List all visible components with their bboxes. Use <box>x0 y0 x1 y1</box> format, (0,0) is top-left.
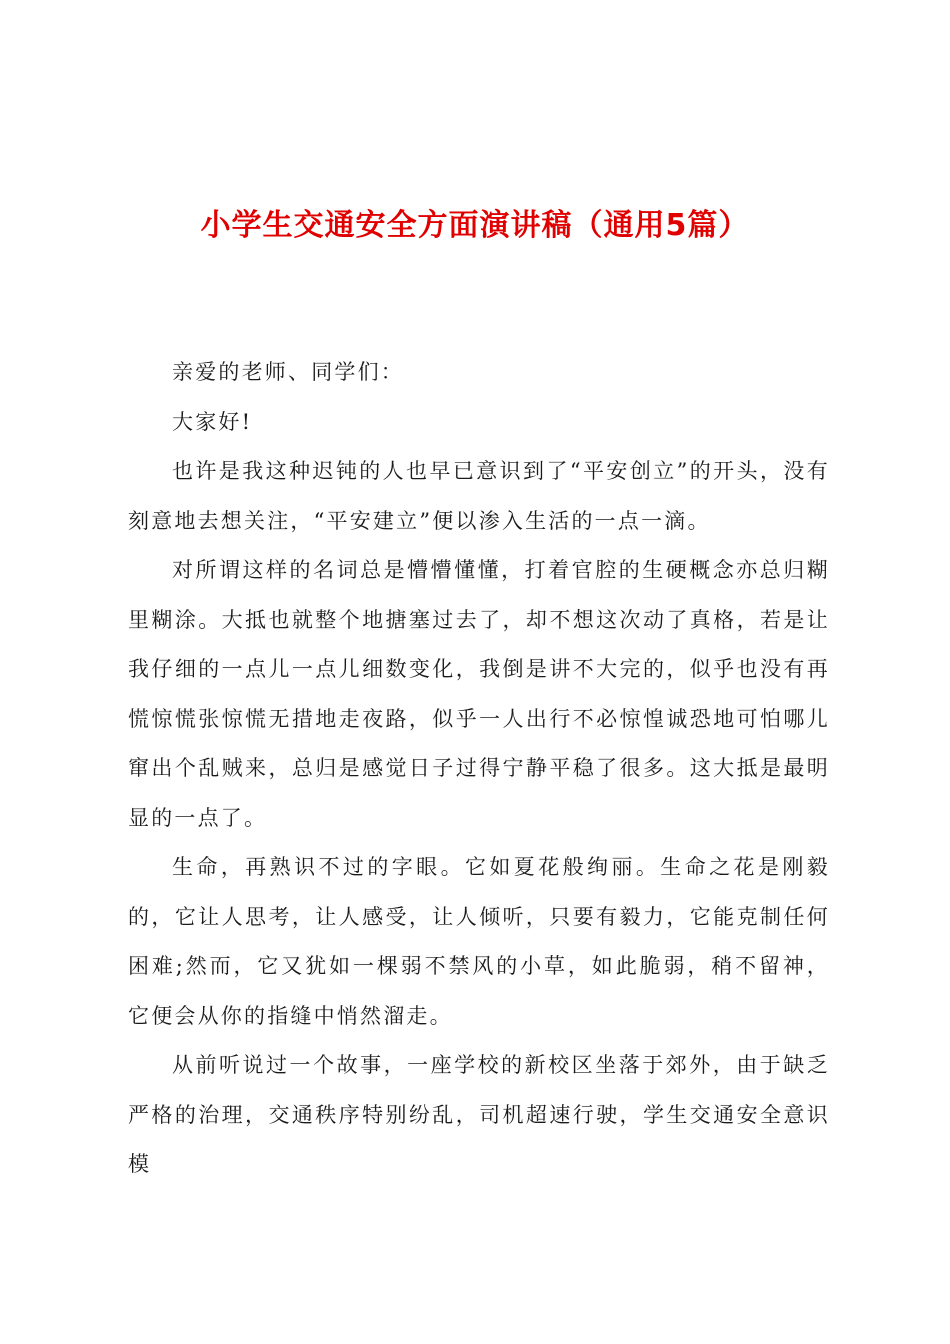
body-paragraph: 也许是我这种迟钝的人也早已意识到了“平安创立”的开头，没有刻意地去想关注，“平安建立”便以渗入生活的一点一滴。 <box>128 459 830 533</box>
body-paragraph: 对所谓这样的名词总是懵懵懂懂，打着官腔的生硬概念亦总归糊里糊涂。大抵也就整个地搪塞过去了，却不想这次动了真格，若是让我仔细的一点儿一点儿细数变化，我倒是讲不大完的，似乎也没有再慌惊慌张惊慌无措地走夜路，似乎一人出行不必惊惶诚恐地可怕哪儿窜出个乱贼来，总归是感觉日子过得宁静平稳了很多。这大抵是最明显的一点了。 <box>128 558 830 830</box>
document-title: 小学生交通安全方面演讲稿（通用5篇） <box>200 208 750 243</box>
greeting: 大家好! <box>172 409 253 434</box>
body-paragraph: 从前听说过一个故事，一座学校的新校区坐落于郊外，由于缺乏严格的治理，交通秩序特别纷乱，司机超速行驶，学生交通安全意识模 <box>128 1053 830 1176</box>
document-body <box>128 348 830 1190</box>
body-paragraph: 生命，再熟识不过的字眼。它如夏花般绚丽。生命之花是刚毅的，它让人思考，让人感受，让人倾听，只要有毅力，它能克制任何困难;然而，它又犹如一棵弱不禁风的小草，如此脆弱，稍不留神，它便会从你的指缝中悄然溜走。 <box>128 855 830 1028</box>
salutation: 亲爱的老师、同学们： <box>172 360 404 384</box>
